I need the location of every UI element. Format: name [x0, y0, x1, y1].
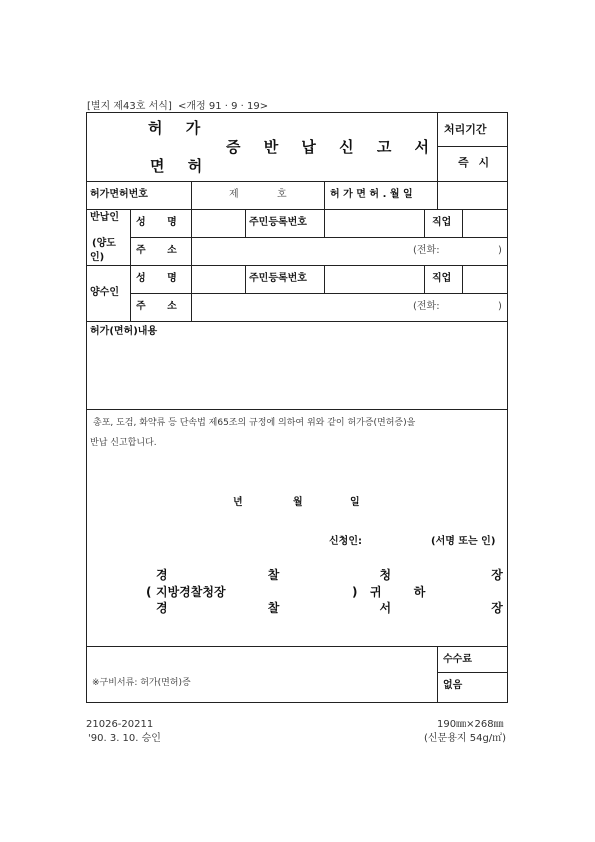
returner-phone-label: (전화:	[413, 245, 440, 256]
transferee-address-label: 주 소	[136, 301, 186, 312]
returner-phone-close: )	[498, 245, 502, 256]
transferee-phone-label: (전화:	[413, 301, 440, 312]
addressee-honorific: 귀 하	[370, 585, 440, 599]
declaration-text-line1: 총포, 도검, 화약류 등 단속법 제65조의 규정에 의하여 위와 같이 허가증(면허증)을	[93, 418, 416, 428]
addressee-provincial-chief: 지방경찰청장	[156, 585, 226, 599]
permit-date-field[interactable]	[438, 182, 507, 208]
declaration-text-line2: 반납 신고합니다.	[90, 438, 157, 448]
date-year: 년	[233, 497, 243, 508]
applicant-label: 신청인:	[329, 536, 362, 547]
transferee-job-field[interactable]	[463, 266, 507, 292]
fee-value: 없음	[443, 680, 463, 691]
returner-address-label: 주 소	[136, 245, 186, 256]
title-permit: 허 가	[148, 119, 210, 137]
returner-job-field[interactable]	[463, 210, 507, 236]
returner-name-field[interactable]	[192, 210, 244, 236]
fee-label: 수수료	[443, 654, 472, 665]
required-documents: ※구비서류: 허가(면허)증	[92, 678, 191, 688]
paper-size: 190㎜×268㎜	[437, 719, 504, 730]
approval-date: '90. 3. 10. 승인	[88, 733, 161, 744]
returner-address-field[interactable]	[192, 238, 402, 264]
transferee-job-label: 직업	[432, 273, 452, 284]
returner-name-label: 성 명	[136, 217, 186, 228]
permit-number-prefix: 제	[229, 189, 239, 200]
transferee-id-field[interactable]	[325, 266, 423, 292]
processing-period-value: 즉 시	[458, 156, 493, 169]
processing-period-label: 처리기간	[444, 123, 487, 136]
transferee-id-label: 주민등록번호	[249, 273, 307, 284]
form-code: 21026-20211	[86, 719, 154, 730]
returner-id-label: 주민등록번호	[249, 217, 307, 228]
permit-date-label: 허 가 면 허 . 월 일	[330, 189, 413, 200]
title-license: 면 허	[150, 157, 212, 175]
revision-note: <개정 91 · 9 · 19>	[178, 101, 269, 112]
addressee-paren-open: (	[146, 585, 152, 599]
transferee-name-label: 성 명	[136, 273, 186, 284]
returner-id-field[interactable]	[325, 210, 423, 236]
addressee-station-chief: 경 찰 서 장	[156, 601, 551, 615]
permit-number-label: 허가면허번호	[90, 189, 148, 200]
transferee-label: 양수인	[90, 287, 119, 298]
form-number: [별지 제43호 서식]	[87, 101, 172, 112]
transferee-name-field[interactable]	[192, 266, 244, 292]
returner-label-line2: (양도	[92, 238, 116, 249]
permit-number-field[interactable]	[240, 184, 270, 206]
date-day: 일	[350, 497, 360, 508]
transferee-address-field[interactable]	[192, 294, 402, 320]
addressee-police-commissioner: 경 찰 청 장	[156, 568, 551, 582]
permit-content-label: 허가(면허)내용	[90, 326, 158, 337]
returner-job-label: 직업	[432, 217, 452, 228]
returner-label-line3: 인)	[90, 252, 105, 263]
permit-content-field[interactable]	[87, 342, 507, 408]
date-month: 월	[293, 497, 303, 508]
permit-number-suffix: 호	[277, 189, 287, 200]
paper-type: (신문용지 54g/㎡)	[424, 733, 507, 744]
returner-label: 반납인	[90, 212, 119, 223]
applicant-field[interactable]	[370, 532, 425, 550]
addressee-paren-close: )	[352, 585, 358, 599]
signature-note: (서명 또는 인)	[431, 536, 496, 547]
page-title: 증 반 납 신 고 서	[226, 138, 439, 156]
transferee-phone-close: )	[498, 301, 502, 312]
